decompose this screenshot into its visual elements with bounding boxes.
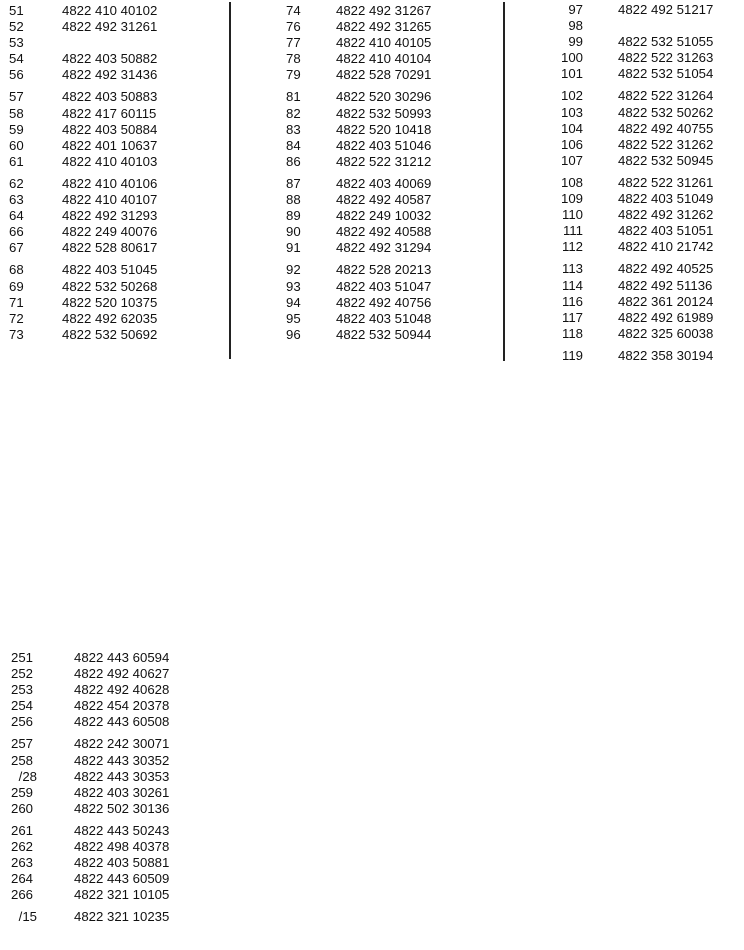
item-number: 76 [286, 19, 301, 35]
part-code: 4822 321 10235 [74, 909, 170, 925]
part-code: 4822 410 40102 [62, 3, 158, 18]
part-code: 4822 492 31261 [62, 19, 158, 35]
part-code: 4822 522 31264 [618, 88, 714, 104]
part-code: 4822 492 51217 [618, 2, 714, 17]
item-number: 119 [561, 347, 583, 363]
part-code: 4822 492 31262 [618, 207, 714, 223]
item-number: 111 [562, 223, 583, 239]
part-code: 4822 520 30296 [336, 89, 432, 105]
part-code: 4822 532 50692 [62, 326, 158, 342]
item-number: 54 [9, 51, 24, 67]
item-number: 83 [286, 121, 301, 137]
item-number: 114 [561, 277, 583, 293]
item-number: 257 [11, 736, 34, 752]
part-code: 4822 443 60594 [74, 650, 170, 665]
part-code: 4822 443 60508 [74, 714, 170, 730]
part-code: 4822 532 50945 [618, 152, 714, 168]
item-number: 90 [286, 224, 301, 240]
item-number: 87 [286, 175, 301, 191]
item-number: 113 [561, 261, 583, 277]
part-code: 4822 492 31267 [336, 3, 432, 18]
part-code: 4822 403 50881 [74, 855, 170, 871]
part-code: 4822 403 50883 [62, 89, 158, 105]
part-code: 4822 361 20124 [618, 293, 714, 309]
item-number: 109 [560, 191, 583, 207]
part-code: 4822 532 51055 [618, 34, 714, 50]
item-number: 82 [286, 105, 301, 121]
part-code: 4822 403 50884 [62, 121, 158, 137]
part-code: 4822 454 20378 [74, 698, 170, 714]
item-number: 99 [568, 34, 583, 50]
part-code: 4822 401 10637 [62, 137, 158, 153]
part-code: 4822 443 60509 [74, 871, 170, 887]
item-number: 262 [11, 839, 34, 855]
item-number: 104 [560, 120, 583, 136]
item-number: 103 [560, 104, 583, 120]
item-number: 91 [286, 240, 301, 256]
part-code: 4822 492 61989 [618, 309, 714, 325]
part-code: 4822 443 30352 [74, 752, 170, 768]
item-number: 79 [286, 67, 301, 83]
item-number: 78 [286, 51, 301, 67]
item-number: 117 [561, 309, 583, 325]
part-code: 4822 403 40069 [336, 175, 432, 191]
part-code: 4822 321 10105 [74, 887, 170, 903]
part-code: 4822 403 51048 [336, 310, 432, 326]
part-code: 4822 410 40103 [62, 153, 158, 169]
item-number: 56 [9, 67, 24, 83]
item-number: 88 [286, 192, 301, 208]
part-code: 4822 403 51051 [618, 223, 714, 239]
part-code: 4822 417 60115 [62, 105, 157, 121]
item-number: 256 [11, 714, 34, 730]
part-code: 4822 443 30353 [74, 768, 170, 784]
item-number: 62 [9, 175, 24, 191]
item-number: 94 [286, 294, 301, 310]
item-number: 59 [9, 121, 24, 137]
item-number: 100 [560, 50, 583, 66]
item-number: 81 [286, 89, 301, 105]
item-number: 116 [561, 293, 583, 309]
part-code: 4822 492 40755 [618, 120, 714, 136]
part-code: 4822 522 31263 [618, 50, 714, 66]
part-code: 4822 528 20213 [336, 262, 432, 278]
part-code: 4822 492 40525 [618, 261, 714, 277]
item-number: 74 [286, 3, 301, 18]
part-code: 4822 528 80617 [62, 240, 158, 256]
item-number: 64 [9, 208, 24, 224]
part-code: 4822 403 30261 [74, 784, 170, 800]
part-code: 4822 532 50262 [618, 104, 714, 120]
item-number: 72 [9, 310, 24, 326]
part-code: 4822 492 40628 [74, 682, 170, 698]
part-code: 4822 492 31293 [62, 208, 158, 224]
item-number: 51 [9, 3, 24, 18]
part-code: 4822 528 70291 [336, 67, 432, 83]
item-number: 71 [9, 294, 24, 310]
item-number: 95 [286, 310, 301, 326]
item-number: 63 [9, 192, 24, 208]
item-number: 89 [286, 208, 301, 224]
item-number: 57 [9, 89, 24, 105]
part-code: 4822 410 40106 [62, 175, 158, 191]
part-code: 4822 492 40756 [336, 294, 432, 310]
item-number: 101 [560, 66, 583, 82]
part-code: 4822 410 40107 [62, 192, 158, 208]
item-number: 251 [11, 650, 34, 665]
item-number: 77 [286, 35, 301, 51]
item-number: 108 [560, 174, 583, 190]
part-code: 4822 249 10032 [336, 208, 432, 224]
part-code: 4822 492 31294 [336, 240, 432, 256]
part-code: 4822 403 51045 [62, 262, 158, 278]
item-number: 252 [11, 666, 34, 682]
item-number: 84 [286, 137, 301, 153]
part-code: 4822 403 51046 [336, 137, 432, 153]
part-code: 4822 242 30071 [74, 736, 170, 752]
part-code: 4822 492 31436 [62, 67, 158, 83]
part-code: 4822 532 50268 [62, 278, 158, 294]
part-code: 4822 443 50243 [74, 822, 170, 838]
column-divider-1 [229, 2, 231, 359]
part-code: 4822 522 31262 [618, 136, 714, 152]
item-number: 106 [560, 136, 583, 152]
item-number: 69 [9, 278, 24, 294]
item-number: 118 [561, 325, 583, 341]
item-number: 253 [11, 682, 34, 698]
part-code: 4822 498 40378 [74, 839, 170, 855]
item-number: 258 [11, 752, 34, 768]
part-code: 4822 492 62035 [62, 310, 158, 326]
item-number: 53 [9, 35, 24, 51]
item-number: 58 [9, 105, 24, 121]
item-number: /28 [18, 768, 37, 784]
item-number: 110 [561, 207, 583, 223]
part-code: 4822 325 60038 [618, 325, 714, 341]
item-number: 263 [11, 855, 34, 871]
part-code: 4822 249 40076 [62, 224, 158, 240]
item-number: 107 [560, 152, 583, 168]
column-divider-2 [503, 2, 505, 361]
part-code: 4822 520 10418 [336, 121, 432, 137]
part-code: 4822 492 40588 [336, 224, 432, 240]
part-code: 4822 532 50944 [336, 326, 432, 342]
part-code: 4822 492 40587 [336, 192, 432, 208]
part-code: 4822 403 50882 [62, 51, 158, 67]
part-code: 4822 492 31265 [336, 19, 432, 35]
item-number: 97 [568, 2, 583, 17]
item-number: 254 [11, 698, 34, 714]
item-number: 92 [286, 262, 301, 278]
part-code: 4822 532 51054 [618, 66, 714, 82]
item-number: 112 [561, 239, 583, 255]
item-number: 68 [9, 262, 24, 278]
item-number: 52 [9, 19, 24, 35]
item-number: 60 [9, 137, 24, 153]
part-code: 4822 492 51136 [618, 277, 713, 293]
item-number: /15 [18, 909, 37, 925]
part-code: 4822 492 40627 [74, 666, 170, 682]
part-code: 4822 410 40105 [336, 35, 432, 51]
part-code: 4822 520 10375 [62, 294, 158, 310]
item-number: 98 [568, 18, 583, 34]
part-code: 4822 522 31261 [618, 174, 714, 190]
item-number: 260 [11, 800, 34, 816]
item-number: 86 [286, 153, 301, 169]
part-code: 4822 403 51049 [618, 191, 714, 207]
part-code: 4822 410 40104 [336, 51, 432, 67]
item-number: 67 [9, 240, 24, 256]
item-number: 61 [9, 153, 24, 169]
part-code: 4822 410 21742 [618, 239, 714, 255]
item-number: 261 [11, 822, 34, 838]
part-code: 4822 358 30194 [618, 347, 714, 363]
part-code: 4822 532 50993 [336, 105, 432, 121]
item-number: 266 [11, 887, 34, 903]
item-number: 102 [560, 88, 583, 104]
part-code: 4822 403 51047 [336, 278, 432, 294]
part-code: 4822 522 31212 [336, 153, 432, 169]
item-number: 66 [9, 224, 24, 240]
item-number: 93 [286, 278, 301, 294]
item-number: 264 [11, 871, 34, 887]
item-number: 73 [9, 326, 24, 342]
item-number: 96 [286, 326, 301, 342]
item-number: 259 [11, 784, 34, 800]
part-code: 4822 502 30136 [74, 800, 170, 816]
